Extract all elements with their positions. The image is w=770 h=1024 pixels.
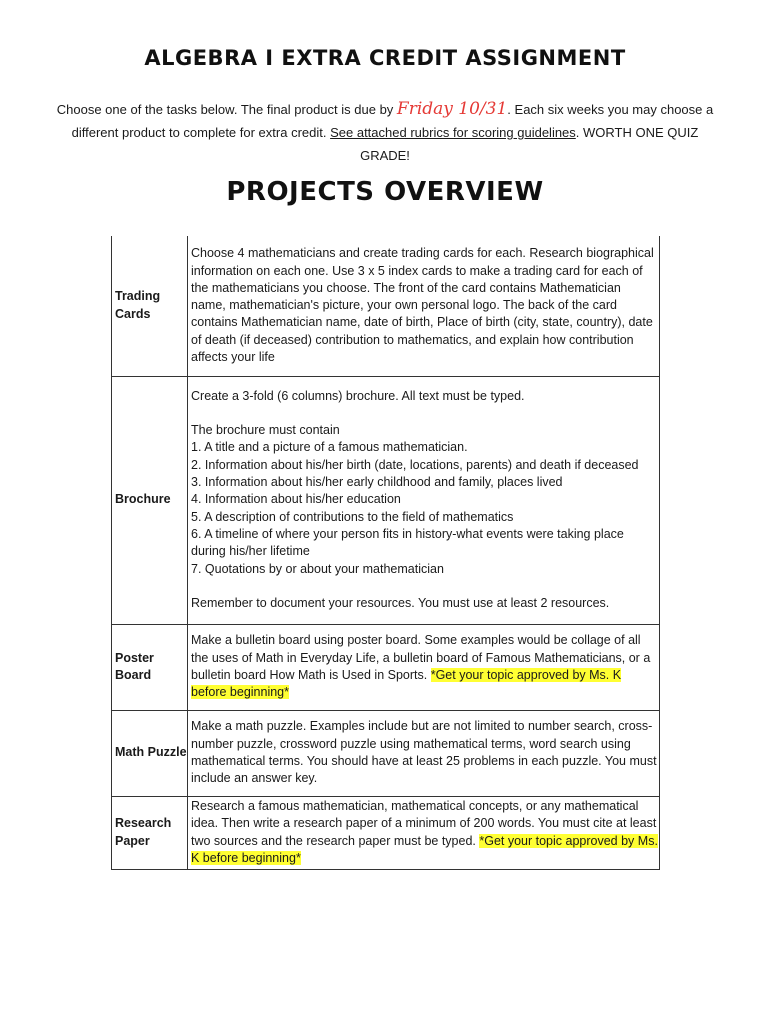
research-paper-text [191, 798, 659, 867]
approval-highlight: *Get your topic approved by Ms. K before beginning* [191, 833, 658, 865]
rubric-link[interactable]: See attached rubrics for scoring guidelines [330, 125, 576, 140]
brochure-intro-text: Create a 3-fold (6 columns) brochure. All text must be typed. [191, 388, 525, 403]
row-label-brochure: Brochure [112, 376, 188, 624]
table-row [112, 236, 660, 376]
row-desc-trading-cards [188, 236, 660, 376]
row-desc-brochure [188, 376, 660, 624]
poster-board-text [191, 632, 659, 701]
poster-board-description: Make a bulletin board using poster board. Some examples would be collage of all the uses of Math in Everyday Life, a bulletin board of Famous Mathematicians, or a bulletin board How Math is Used in Sports. [191, 633, 651, 682]
list-item: 6. A timeline of where your person fits in history-what events were taking place during his/her lifetime [191, 526, 624, 559]
list-item: 2. Information about his/her birth (date, locations, parents) and death if deceased [191, 457, 639, 472]
row-desc-math-puzzle [188, 710, 660, 796]
list-item: 7. Quotations by or about your mathematician [191, 561, 444, 576]
research-paper-description: Research a famous mathematician, mathematical concepts, or any mathematical idea. Then write a research paper of a minimum of 200 words. You must cite at least two sources and the research paper must be typed. [191, 798, 657, 848]
row-label-poster-board: Poster Board [112, 624, 188, 710]
brochure-contents [191, 422, 659, 578]
row-desc-poster-board [188, 624, 660, 710]
table-row [112, 710, 660, 796]
row-label-research-paper: Research Paper [112, 796, 188, 869]
table-row [112, 624, 660, 710]
intro-text: Choose one of the tasks below. The final product is due by [56, 102, 397, 117]
intro-paragraph [48, 98, 722, 167]
row-label-math-puzzle: Math Puzzle [112, 710, 188, 796]
projects-table [111, 236, 660, 870]
list-item: 5. A description of contributions to the field of mathematics [191, 509, 514, 524]
brochure-resources-text: Remember to document your resources. You must use at least 2 resources. [191, 595, 610, 610]
row-desc-research-paper [188, 796, 660, 869]
table-row [112, 796, 660, 869]
approval-highlight: *Get your topic approved by Ms. K before beginning* [191, 668, 622, 700]
row-label-trading-cards: Trading Cards [112, 236, 188, 376]
intro-text-middle: . Each six weeks you may choose a different product to complete for extra credit. [71, 102, 714, 140]
trading-cards-text: Choose 4 mathematicians and create trading cards for each. Research biographical information on each one. Use 3 x 5 index cards to make a trading card for each of the mathematicians you choose. The front of the card contains Mathematician name, mathematician's picture, your own personal logo. The back of the card contains Mathematician name, date of birth, Place of birth (city, state, country), date of death (if deceased) contribution to mathematics, and explain how contribution affects your life [191, 246, 654, 364]
math-puzzle-text: Make a math puzzle. Examples include but are not limited to number search, cross-number puzzle, crossword puzzle using mathematical terms, word search using mathematical terms. You should have at least 25 problems in each puzzle. You must include an answer key. [191, 719, 657, 786]
list-item: 4. Information about his/her education [191, 492, 401, 507]
page-title: ALGEBRA I EXTRA CREDIT ASSIGNMENT [144, 46, 626, 70]
intro-text-end: . WORTH ONE QUIZ GRADE! [360, 125, 699, 163]
brochure-list-heading: The brochure must contain [191, 423, 340, 438]
table-row [112, 376, 660, 624]
list-item: 1. A title and a picture of a famous mathematician. [191, 440, 468, 455]
due-date: Friday 10/31 [396, 99, 508, 119]
list-item: 3. Information about his/her early childhood and family, places lived [191, 475, 563, 490]
section-title: PROJECTS OVERVIEW [226, 177, 544, 207]
